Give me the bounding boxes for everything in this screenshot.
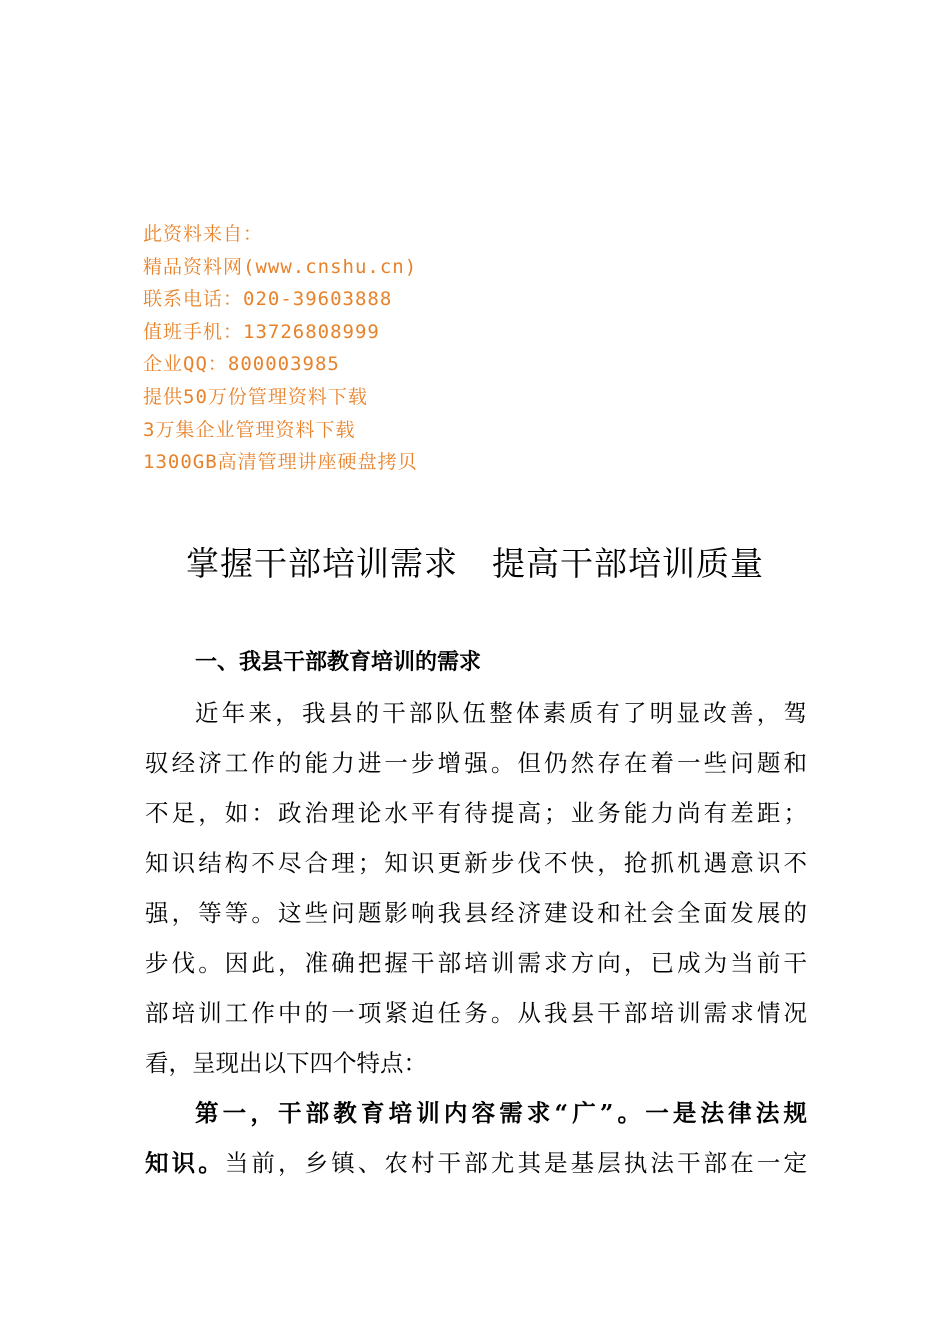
source-line-offer-2: 3万集企业管理资料下载	[143, 418, 356, 441]
source-line-phone: 联系电话：020-39603888	[143, 288, 393, 311]
source-line-mobile: 值班手机：13726808999	[143, 320, 380, 343]
paragraph-line: 强，等等。这些问题影响我县经济建设和社会全面发展的	[145, 899, 807, 927]
source-line-origin: 此资料来自：	[143, 223, 264, 245]
paragraph-line: 步伐。因此，准确把握干部培训需求方向，已成为当前干	[145, 949, 807, 977]
bold-run: 知识。	[145, 1149, 225, 1177]
paragraph-line-mixed	[145, 1138, 807, 1188]
source-line-offer-3: 1300GB高清管理讲座硬盘拷贝	[143, 451, 418, 474]
paragraph-line: 看，呈现出以下四个特点：	[145, 1049, 427, 1077]
paragraph-line: 驭经济工作的能力进一步增强。但仍然存在着一些问题和	[145, 749, 807, 777]
paragraph-line: 部培训工作中的一项紧迫任务。从我县干部培训需求情况	[145, 999, 807, 1027]
source-line-qq: 企业QQ：800003985	[143, 353, 340, 376]
source-line-offer-1: 提供50万份管理资料下载	[143, 385, 368, 408]
document-title: 掌握干部培训需求 提高干部培训质量	[186, 544, 764, 583]
section-heading: 一、我县干部教育培训的需求	[195, 650, 482, 675]
paragraph-line: 近年来，我县的干部队伍整体素质有了明显改善，驾	[195, 699, 807, 727]
normal-run: 当前，乡镇、农村干部尤其是基层执法干部在一定	[224, 1149, 807, 1177]
paragraph-line: 知识结构不尽合理；知识更新步伐不快，抢抓机遇意识不	[145, 849, 807, 877]
document-body	[145, 688, 807, 1188]
source-info-block	[143, 218, 563, 479]
paragraph-line-bold: 第一，干部教育培训内容需求“广”。一是法律法规	[195, 1099, 807, 1127]
paragraph-line: 不足，如：政治理论水平有待提高；业务能力尚有差距；	[145, 799, 807, 827]
source-line-website: 精品资料网(www.cnshu.cn)	[143, 255, 418, 278]
